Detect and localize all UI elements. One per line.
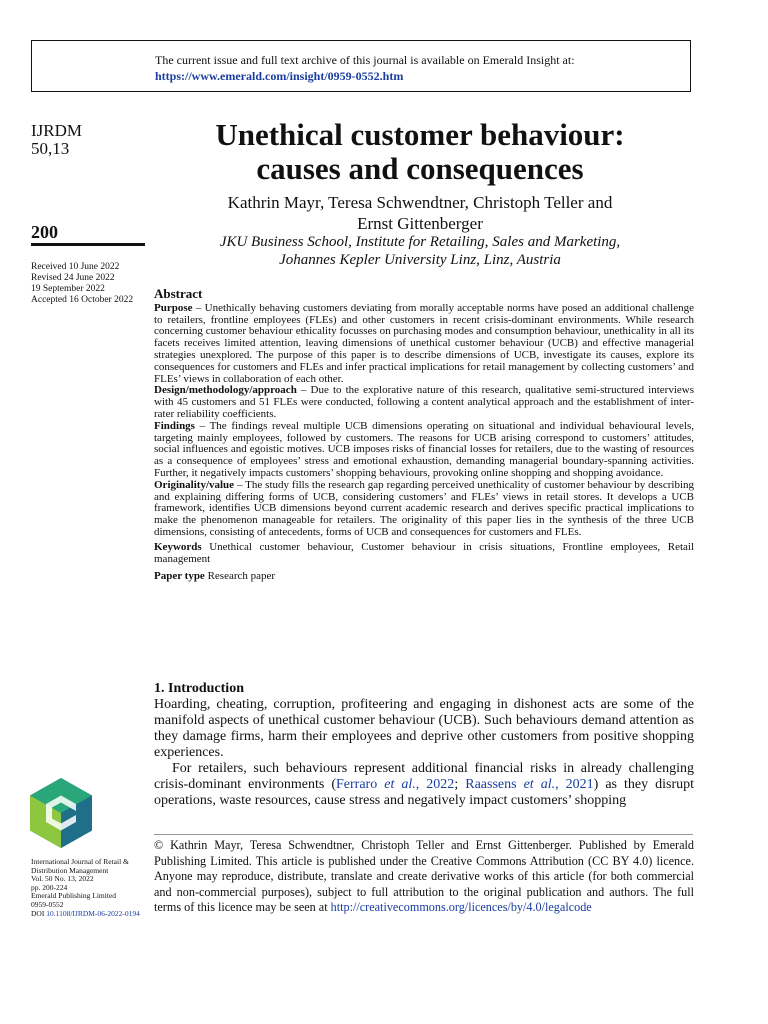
license-link[interactable]: http://creativecommons.org/licences/by/4.0/legalcode — [330, 900, 592, 915]
cite-ferraro-etal: et al. — [384, 777, 416, 792]
journal-code — [31, 122, 82, 158]
cite-raassens-author: Raassens — [465, 777, 524, 792]
purpose-text: – Unethically behaving customers deviating from morally acceptable norms have posed an additional challenge to retailers, frontline employees (FLEs) and other customers in recent crisis-dominant environments. While research concerning customer behaviour ethicality focusses on purchasing modes and consumption behaviour, unethicality in all its facets receives limited attention, leaving dimensions of unethical customer behaviour (UCB) and effective managerial strategies unexplored. The purpose of this paper is to describe dimensions of UCB, investigate its causes, explore its consequences for customers and FLEs and infer practical implications for retail management by collecting customers’ and FLEs’ views in collaboration of each other. — [154, 301, 694, 385]
design-label: Design/methodology/approach — [154, 384, 297, 397]
doi-prefix: DOI — [31, 908, 47, 918]
article-authors — [150, 192, 690, 234]
paper-type-label: Paper type — [154, 570, 205, 583]
doi-line — [31, 910, 151, 919]
footer-line-6: 0959-0552 — [31, 899, 64, 909]
findings-label: Findings — [154, 419, 195, 432]
footer-line-1: International Journal of Retail & — [31, 857, 129, 866]
keywords-text: Unethical customer behaviour, Customer behaviour in crisis situations, Frontline employees, Retail management — [154, 540, 694, 565]
emerald-logo — [30, 778, 92, 853]
date-revised-2: 19 September 2022 — [31, 284, 105, 294]
findings-text: – The findings reveal multiple UCB dimensions operating on situational and individual behavioural levels, targeting mainly employees, followed by customers. The reasons for UCB arising correspond to customers’ attitudes, social influences and egoistic motives. UCB imposes risks of financial losses for retailers, due to the wasting of resources as a consequence of employees’ stress and emotional exhaustion, demanding managerial boundary-spanning activities. Further, it negatively impacts customers’ shopping behaviours, provoking online shopping and shopping avoidance. — [154, 419, 694, 479]
doi-link[interactable]: 10.1108/IJRDM-06-2022-0194 — [46, 908, 140, 918]
introduction-section — [154, 681, 694, 809]
abstract-design — [154, 385, 694, 420]
footer-line-2: Distribution Management — [31, 865, 109, 875]
footer-line-3: Vol. 50 No. 13, 2022 — [31, 874, 94, 884]
abstract-findings — [154, 421, 694, 480]
authors-line-1: Kathrin Mayr, Teresa Schwendtner, Christoph Teller and — [227, 193, 613, 212]
citation-separator: ; — [454, 777, 466, 792]
originality-text: – The study fills the research gap regarding perceived unethicality of customer behaviour by describing and explaining differing forms of UCB, considering customers’ and FLEs’ views in retail stores. It develops a UCB framework, identifies UCB dimensions beyond current academic research and derives specific practical implications to make the phenomenon manageable for retailers. The originality of this paper lies in the synthesis of the three UCB dimensions, consisting of antecedents, forms of UCB and consequences for customers and FLEs. — [154, 478, 694, 538]
license-text: © Kathrin Mayr, Teresa Schwendtner, Christoph Teller and Ernst Gittenberger. Published by Emerald Publishing Limited. This article is published under the Creative Commons Attribution (CC BY 4.0) licence. Anyone may reproduce, distribute, translate and create derivative works of this article (for both commercial and non-commercial purposes), subject to full attribution to the original publication and authors. The full terms of this licence may be seen at — [154, 838, 694, 915]
license-divider — [154, 834, 693, 835]
title-line-1: Unethical customer behaviour: — [215, 117, 625, 152]
intro-p2-end: ) as they disrupt operations, waste resources, cause stress and negatively impact customers’ shopping — [154, 777, 695, 808]
abstract-paper-type — [154, 571, 694, 583]
intro-paragraph-1: Hoarding, cheating, corruption, profiteering and engaging in dishonest acts are some of the manifold aspects of unethical customer behaviour (UCB). Such behaviours demand attention as they damage firms, harm their employees and deprive other customers from positive shopping experiences. — [154, 697, 694, 760]
abstract-heading: Abstract — [154, 286, 203, 301]
intro-p2-start: For retailers, such behaviours represent additional financial risks in already challenging crisis-dominant environments ( — [154, 761, 694, 792]
abstract-purpose — [154, 303, 694, 386]
footer-line-5: Emerald Publishing Limited — [31, 891, 116, 901]
page-number: 200 — [31, 222, 58, 242]
design-text: – Due to the explorative nature of this research, qualitative semi-structured interviews with 45 customers and 51 FLEs were conducted, following a content analytical approach and the establishment of inter-rater reliability coefficients. — [154, 384, 694, 420]
citation-ferraro[interactable] — [336, 777, 454, 792]
abstract-section — [154, 288, 694, 583]
page-number-rule — [31, 243, 145, 246]
cite-ferraro-year: , 2022 — [415, 777, 455, 792]
volume-issue: 50,13 — [31, 139, 70, 158]
author-affiliation — [150, 233, 690, 269]
abstract-keywords — [154, 542, 694, 566]
purpose-label: Purpose — [154, 301, 193, 314]
article-title — [150, 118, 690, 186]
date-accepted: Accepted 16 October 2022 — [31, 295, 134, 305]
paper-type-text: Research paper — [204, 570, 276, 583]
license-notice — [154, 838, 694, 916]
keywords-label: Keywords — [154, 540, 202, 553]
intro-paragraph-2 — [154, 761, 694, 809]
cite-ferraro-author: Ferraro — [336, 777, 385, 792]
date-received: Received 10 June 2022 — [31, 262, 120, 272]
abstract-originality — [154, 480, 694, 539]
journal-url-link[interactable]: https://www.emerald.com/insight/0959-0552.htm — [155, 69, 404, 83]
cite-raassens-etal: et al. — [523, 777, 556, 792]
affiliation-line-2: Johannes Kepler University Linz, Linz, Austria — [279, 252, 561, 268]
notice-text: The current issue and full text archive of this journal is available on Emerald Insight at: — [155, 53, 575, 67]
date-revised: Revised 24 June 2022 — [31, 273, 115, 283]
journal-abbr: IJRDM — [31, 121, 83, 140]
citation-raassens[interactable] — [465, 777, 593, 792]
affiliation-line-1: JKU Business School, Institute for Retailing, Sales and Marketing, — [219, 234, 621, 250]
cite-raassens-year: , 2021 — [555, 777, 594, 792]
introduction-heading: 1. Introduction — [154, 681, 244, 696]
journal-footer-meta — [31, 858, 151, 918]
title-line-2: causes and consequences — [256, 151, 584, 186]
journal-notice-box — [31, 40, 691, 92]
emerald-logo-icon — [30, 778, 92, 848]
originality-label: Originality/value — [154, 478, 235, 491]
footer-line-4: pp. 200-224 — [31, 882, 68, 892]
authors-line-2: Ernst Gittenberger — [357, 214, 483, 233]
article-dates — [31, 262, 133, 306]
